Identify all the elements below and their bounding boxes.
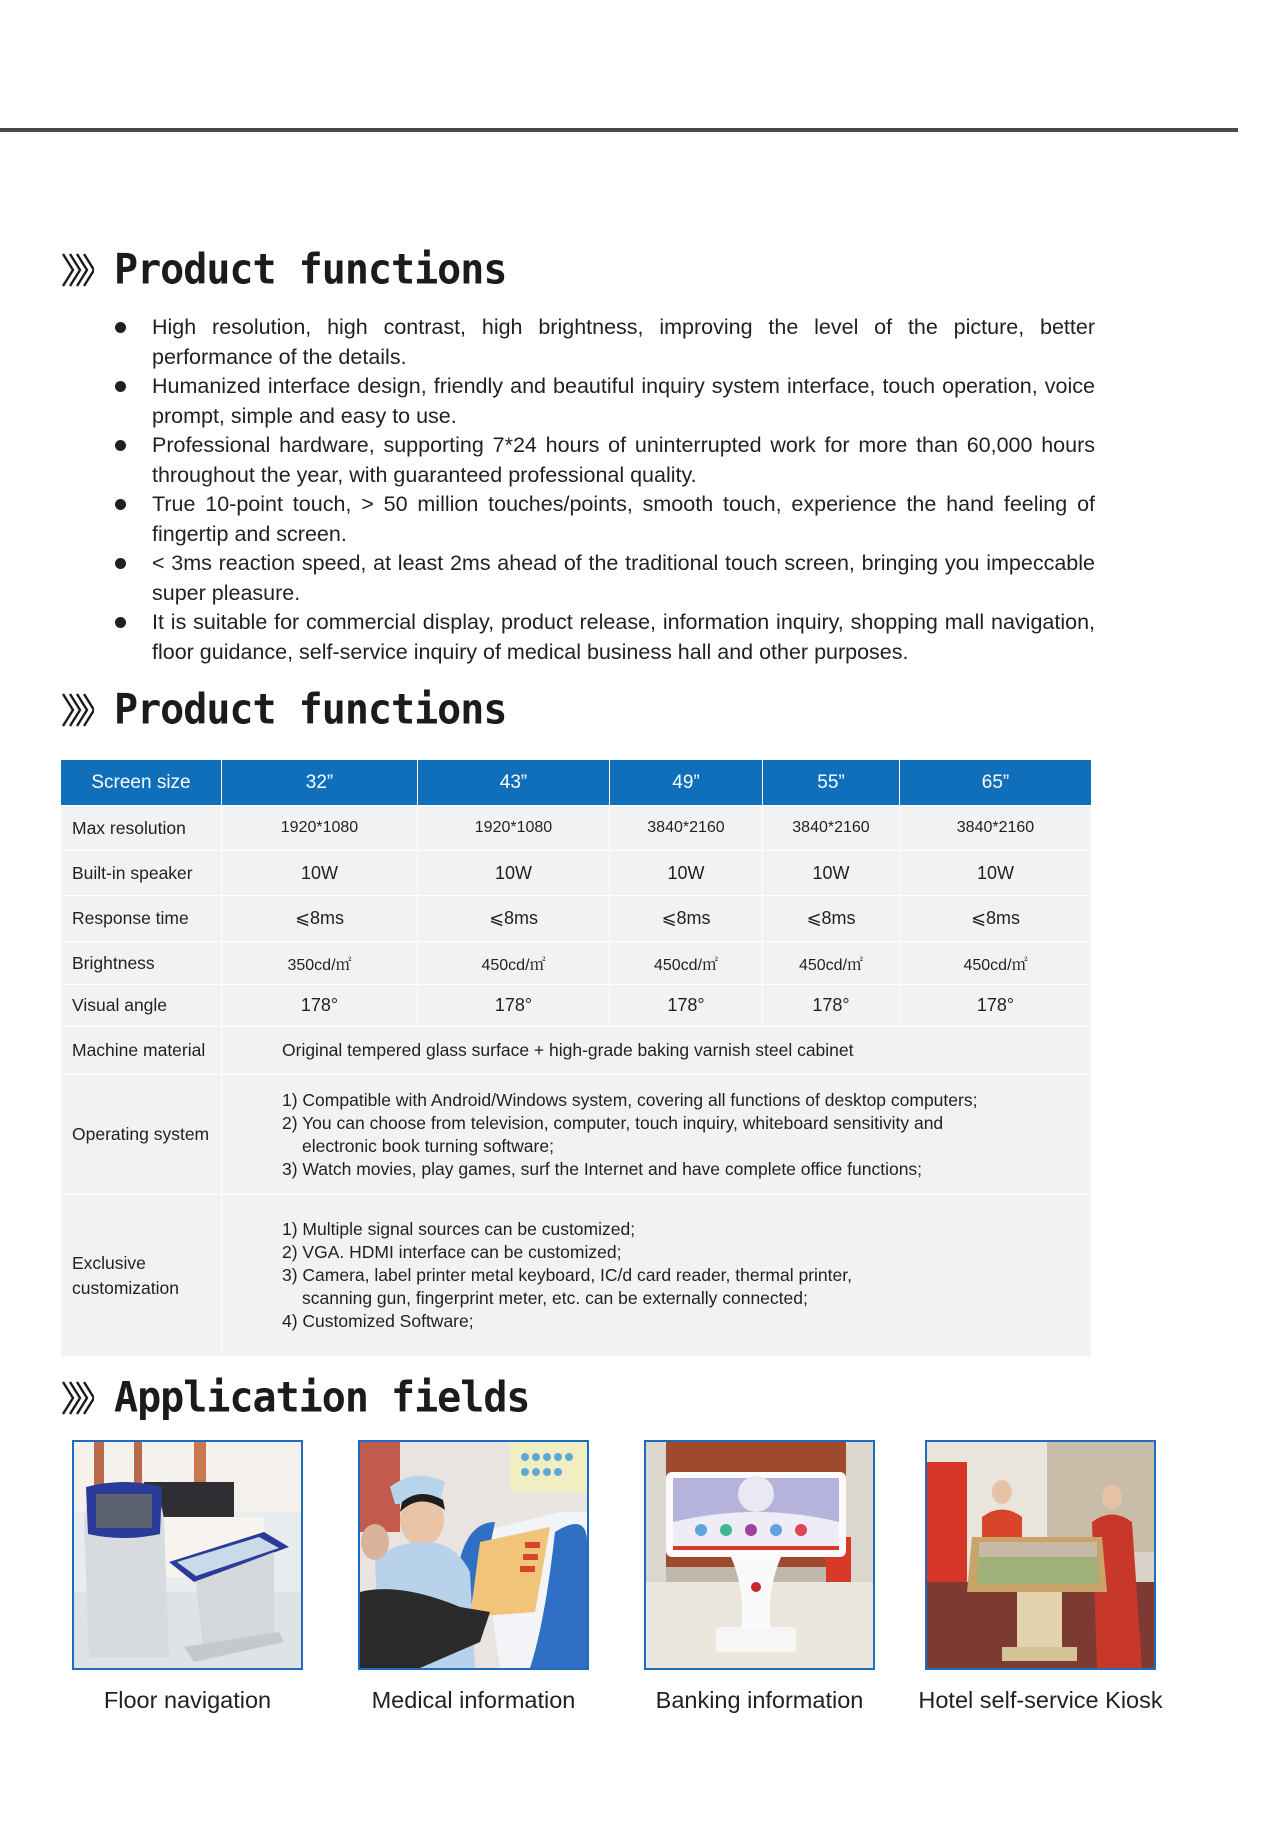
bullet-dot-icon xyxy=(115,322,126,333)
floor-navigation-photo xyxy=(72,1440,303,1670)
feature-bullet xyxy=(115,372,1095,431)
feature-bullet xyxy=(115,490,1095,549)
application-caption: Floor navigation xyxy=(103,1687,272,1713)
table-cell: ⩽8ms xyxy=(418,896,610,942)
row-label: Max resolution xyxy=(61,806,222,851)
bullet-dot-icon xyxy=(115,440,126,451)
feature-text: Professional hardware, supporting 7*24 hours of uninterrupted work for more than 60,000 hours throughout the year, with guaranteed professional quality. xyxy=(152,433,1095,487)
specification-table xyxy=(60,759,1092,1357)
bullet-dot-icon xyxy=(115,617,126,628)
customization-line: 3) Camera, label printer metal keyboard, IC/d card reader, thermal printer, scanning gun, fingerprint meter, etc. can be externally connected; xyxy=(282,1265,852,1308)
table-cell: 450cd/㎡ xyxy=(418,942,610,985)
row-label: Visual angle xyxy=(61,985,222,1027)
section-title: Application fields xyxy=(114,1373,530,1423)
table-cell: 10W xyxy=(418,851,610,896)
row-label-line: Exclusive xyxy=(72,1252,146,1273)
customization-line: 4) Customized Software; xyxy=(282,1311,474,1331)
column-header: Screen size xyxy=(61,760,222,806)
triple-chevron-icon xyxy=(60,253,94,287)
table-cell: 178° xyxy=(900,985,1092,1027)
section-title: Product functions xyxy=(114,685,507,735)
top-divider-rule xyxy=(0,128,1238,132)
application-card xyxy=(644,1440,875,1713)
table-cell: 178° xyxy=(763,985,900,1027)
medical-information-photo xyxy=(358,1440,589,1670)
table-header-row xyxy=(61,760,1092,806)
table-cell-wide: Original tempered glass surface + high-grade baking varnish steel cabinet xyxy=(222,1027,1092,1075)
table-cell: 3840*2160 xyxy=(763,806,900,851)
table-row-machine-material xyxy=(61,1027,1092,1075)
hotel-kiosk-photo xyxy=(925,1440,1156,1670)
bullet-dot-icon xyxy=(115,381,126,392)
row-label-line: customization xyxy=(72,1277,179,1298)
triple-chevron-icon xyxy=(60,693,94,727)
table-cell: ⩽8ms xyxy=(763,896,900,942)
application-gallery xyxy=(0,1440,1273,1740)
row-label: Response time xyxy=(61,896,222,942)
table-cell: ⩽8ms xyxy=(900,896,1092,942)
column-header: 49” xyxy=(610,760,763,806)
table-row-operating-system xyxy=(61,1075,1092,1195)
os-feature-line: 2) You can choose from television, computer, touch inquiry, whiteboard sensitivity and electronic book turning software; xyxy=(282,1112,944,1156)
application-caption: Hotel self-service Kiosk xyxy=(918,1687,1163,1713)
application-card xyxy=(358,1440,589,1713)
banking-information-photo xyxy=(644,1440,875,1670)
column-header: 32” xyxy=(222,760,418,806)
table-row xyxy=(61,896,1092,942)
table-cell: 178° xyxy=(418,985,610,1027)
feature-text: High resolution, high contrast, high brightness, improving the level of the picture, better performance of the details. xyxy=(152,315,1095,369)
feature-bullet-list xyxy=(115,313,1095,667)
application-card xyxy=(918,1440,1163,1713)
feature-bullet xyxy=(115,549,1095,608)
feature-bullet xyxy=(115,313,1095,372)
table-row xyxy=(61,985,1092,1027)
table-cell: 178° xyxy=(610,985,763,1027)
table-cell: 10W xyxy=(900,851,1092,896)
table-cell: 3840*2160 xyxy=(900,806,1092,851)
table-row xyxy=(61,806,1092,851)
feature-text: True 10-point touch, > 50 million touches/points, smooth touch, experience the hand feeling of fingertip and screen. xyxy=(152,492,1095,546)
section-heading-application-fields xyxy=(60,1373,530,1423)
table-cell: 1920*1080 xyxy=(222,806,418,851)
customization-line: 1) Multiple signal sources can be customized; xyxy=(282,1219,636,1239)
section-heading-specifications xyxy=(60,685,507,735)
table-cell: 3840*2160 xyxy=(610,806,763,851)
table-row xyxy=(61,851,1092,896)
feature-text: Humanized interface design, friendly and beautiful inquiry system interface, touch operation, voice prompt, simple and easy to use. xyxy=(152,374,1095,428)
bullet-dot-icon xyxy=(115,499,126,510)
section-title: Product functions xyxy=(114,245,507,295)
application-caption: Banking information xyxy=(655,1687,864,1713)
row-label: Machine material xyxy=(61,1027,222,1075)
application-card xyxy=(72,1440,303,1713)
feature-text: It is suitable for commercial display, product release, information inquiry, shopping mall navigation, floor guidance, self-service inquiry of medical business hall and other purposes. xyxy=(152,610,1095,664)
table-cell: 450cd/㎡ xyxy=(763,942,900,985)
row-label xyxy=(61,1195,222,1357)
table-cell: 1920*1080 xyxy=(418,806,610,851)
bullet-dot-icon xyxy=(115,558,126,569)
row-label: Brightness xyxy=(61,942,222,985)
section-heading-product-functions xyxy=(60,245,507,295)
column-header: 65” xyxy=(900,760,1092,806)
triple-chevron-icon xyxy=(60,1381,94,1415)
column-header: 55” xyxy=(763,760,900,806)
column-header: 43” xyxy=(418,760,610,806)
customization-line: 2) VGA. HDMI interface can be customized; xyxy=(282,1242,622,1262)
table-cell-wide xyxy=(222,1075,1092,1195)
table-cell-wide xyxy=(222,1195,1092,1357)
table-row-exclusive-customization xyxy=(61,1195,1092,1357)
row-label: Built-in speaker xyxy=(61,851,222,896)
table-cell: 450cd/㎡ xyxy=(900,942,1092,985)
table-cell: 350cd/㎡ xyxy=(222,942,418,985)
row-label: Operating system xyxy=(61,1075,222,1195)
feature-text: < 3ms reaction speed, at least 2ms ahead of the traditional touch screen, bringing you impeccable super pleasure. xyxy=(152,551,1095,605)
table-cell: 178° xyxy=(222,985,418,1027)
table-cell: 10W xyxy=(222,851,418,896)
table-cell: 10W xyxy=(763,851,900,896)
table-cell: ⩽8ms xyxy=(222,896,418,942)
feature-bullet xyxy=(115,608,1095,667)
table-cell: 10W xyxy=(610,851,763,896)
table-row xyxy=(61,942,1092,985)
feature-bullet xyxy=(115,431,1095,490)
table-cell: ⩽8ms xyxy=(610,896,763,942)
table-cell: 450cd/㎡ xyxy=(610,942,763,985)
os-feature-line: 3) Watch movies, play games, surf the Internet and have complete office functions; xyxy=(282,1158,923,1179)
application-caption: Medical information xyxy=(371,1687,576,1713)
os-feature-line: 1) Compatible with Android/Windows system, covering all functions of desktop computers; xyxy=(282,1089,978,1110)
